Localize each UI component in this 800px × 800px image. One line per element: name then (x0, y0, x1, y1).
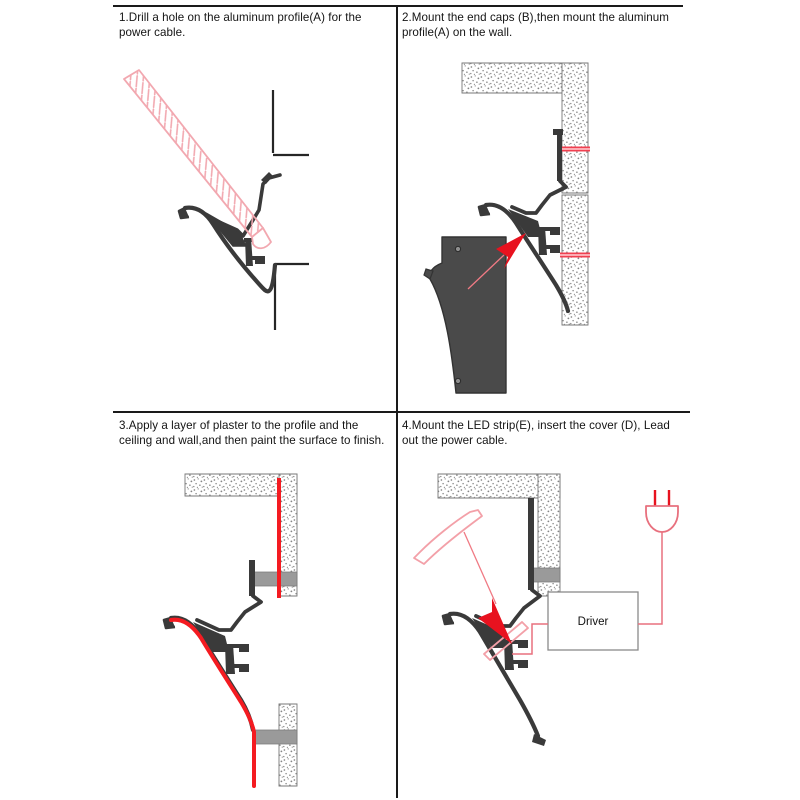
driver-box[interactable] (548, 592, 638, 650)
drill-bit-body (124, 70, 263, 237)
wall-concrete-lower (279, 704, 297, 786)
aluminum-profile (164, 560, 261, 730)
profile-wall-leg (528, 498, 534, 590)
cover-detached (414, 510, 482, 564)
profile-zigzag-flange (197, 596, 261, 630)
panel-1-caption: 1.Drill a hole on the aluminum profile(A) for the power cable. (119, 11, 365, 40)
drill-bit (124, 70, 271, 248)
profile-wall-leg-hook (553, 129, 563, 135)
cable-profile-to-driver (512, 624, 548, 654)
profile-curved-blade (185, 208, 275, 292)
cover-outline (414, 510, 528, 660)
driver-label: Driver (577, 616, 609, 628)
profile-channel-web (245, 238, 253, 266)
profile-wall-leg (557, 131, 562, 181)
end-cap (424, 237, 506, 393)
profile-channel-web (538, 227, 547, 255)
panel-3-drawing (113, 468, 396, 793)
end-cap-screw-hole-bottom (455, 378, 460, 383)
end-cap-screw-hole-top (455, 246, 460, 251)
middle-rule (113, 411, 690, 413)
profile-channel-web (225, 644, 235, 674)
cable-driver-to-plug (638, 532, 662, 624)
end-cap-plate (430, 237, 507, 393)
top-rule (113, 5, 683, 7)
plaster-block (532, 568, 560, 582)
panel-3-caption: 3.Apply a layer of plaster to the profile and the ceiling and wall,and then paint the surface to finish. (119, 419, 385, 448)
panel-2-caption: 2.Mount the end caps (B),then mount the aluminum profile(A) on the wall. (402, 11, 673, 40)
profile-wall-leg (249, 560, 255, 596)
insertion-arrow-tail (464, 532, 496, 604)
panel-4-caption: 4.Mount the LED strip(E), insert the cover (D), Lead out the power cable. (402, 419, 674, 448)
plaster-block-upper (253, 572, 297, 586)
wall-concrete-upper (562, 63, 588, 193)
plaster-block-lower (253, 730, 297, 744)
panel-2-drawing (400, 45, 690, 405)
power-plug-icon (646, 490, 678, 532)
vertical-divider (396, 5, 398, 798)
profile-zigzag-flange (512, 181, 566, 213)
plug-body (646, 506, 678, 532)
panel-4-drawing (400, 468, 696, 793)
panel-1-drawing (113, 60, 396, 400)
